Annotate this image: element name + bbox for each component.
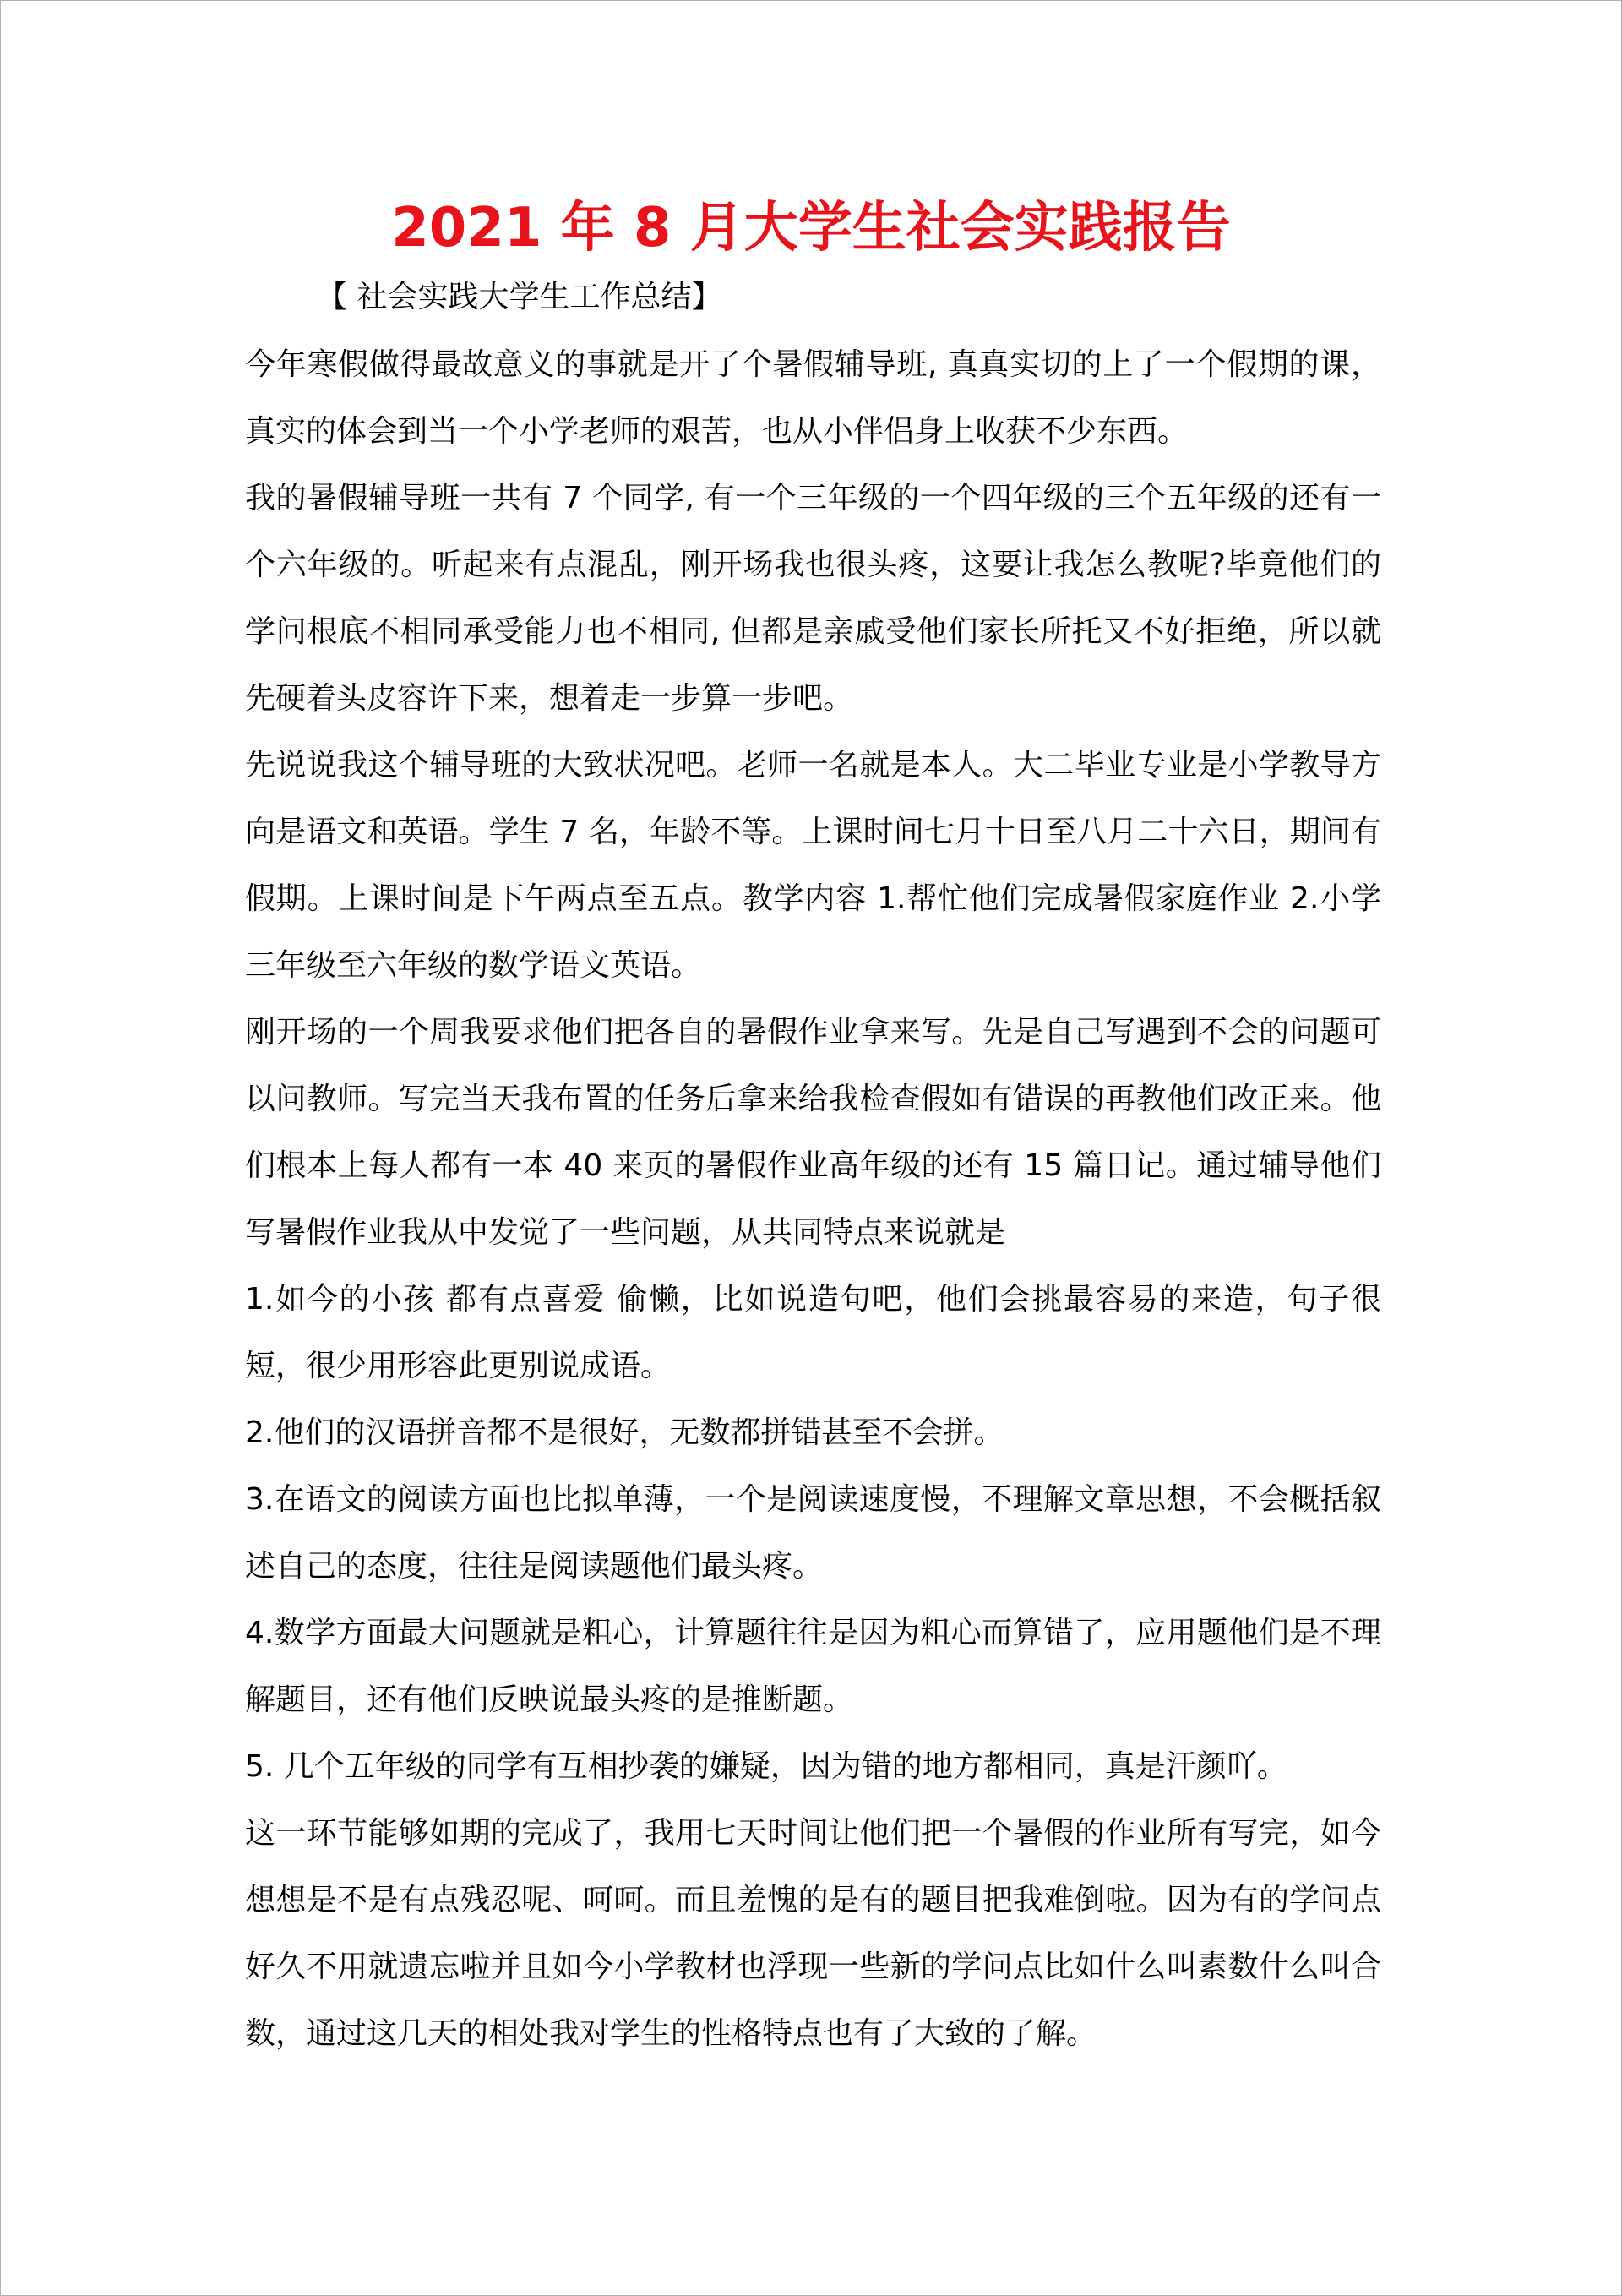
document-title: 2021 年 8 月大学生社会实践报告 <box>391 197 1231 259</box>
paragraph: 先说说我这个辅导班的大致状况吧。老师一名就是本人。大二毕业专业是小学教导方向是语文和英语。学生 7 名，年龄不等。上课时间七月十日至八月二十六日，期间有假期。上课时间是下午两点至五点。教学内容 1.帮忙他们完成暑假家庭作业 2.小学三年级至六年级的数学语文英语。 <box>245 748 1381 983</box>
paragraph: 刚开场的一个周我要求他们把各自的暑假作业拿来写。先是自己写遇到不会的问题可以问教师。写完当天我布置的任务后拿来给我检查假如有错误的再教他们改正来。他们根本上每人都有一本 40 来页的暑假作业高年级的还有 15 篇日记。通过辅导他们写暑假作业我从中发觉了一些问题，从共同特点来说就是 <box>245 1015 1381 1250</box>
paragraph: 这一环节能够如期的完成了，我用七天时间让他们把一个暑假的作业所有写完，如今想想是不是有点残忍呢、呵呵。而且羞愧的是有的题目把我难倒啦。因为有的学问点好久不用就遗忘啦并且如今小学教材也浮现一些新的学问点比如什么叫素数什么叫合数，通过这几天的相处我对学生的性格特点也有了大致的了解。 <box>245 1816 1381 2051</box>
paragraph: 今年寒假做得最故意义的事就是开了个暑假辅导班, 真真实切的上了一个假期的课，真实的体会到当一个小学老师的艰苦，也从小伴侣身上收获不少东西。 <box>245 347 1381 449</box>
document-subtitle: 【 社会实践大学生工作总结】 <box>317 280 722 314</box>
document-body <box>245 331 1381 2067</box>
paragraph: 4.数学方面最大问题就是粗心，计算题往往是因为粗心而算错了，应用题他们是不理解题目，还有他们反映说最头疼的是推断题。 <box>245 1616 1381 1717</box>
paragraph: 3.在语文的阅读方面也比拟单薄，一个是阅读速度慢，不理解文章思想，不会概括叙述自己的态度，往往是阅读题他们最头疼。 <box>245 1482 1381 1584</box>
paragraph: 2.他们的汉语拼音都不是很好，无数都拼错甚至不会拼。 <box>245 1415 1004 1450</box>
paragraph: 1.如今的小孩 都有点喜爱 偷懒，比如说造句吧，他们会挑最容易的来造，句子很短，很少用形容此更别说成语。 <box>245 1282 1381 1383</box>
paragraph: 我的暑假辅导班一共有 7 个同学, 有一个三年级的一个四年级的三个五年级的还有一个六年级的。听起来有点混乱，刚开场我也很头疼，这要让我怎么教呢?毕竟他们的学问根底不相同承受能力也不相同, 但都是亲戚受他们家长所托又不好拒绝，所以就先硬着头皮容许下来，想着走一步算一步吧。 <box>245 481 1381 716</box>
paragraph: 5. 几个五年级的同学有互相抄袭的嫌疑，因为错的地方都相同，真是汗颜吖。 <box>245 1749 1287 1784</box>
